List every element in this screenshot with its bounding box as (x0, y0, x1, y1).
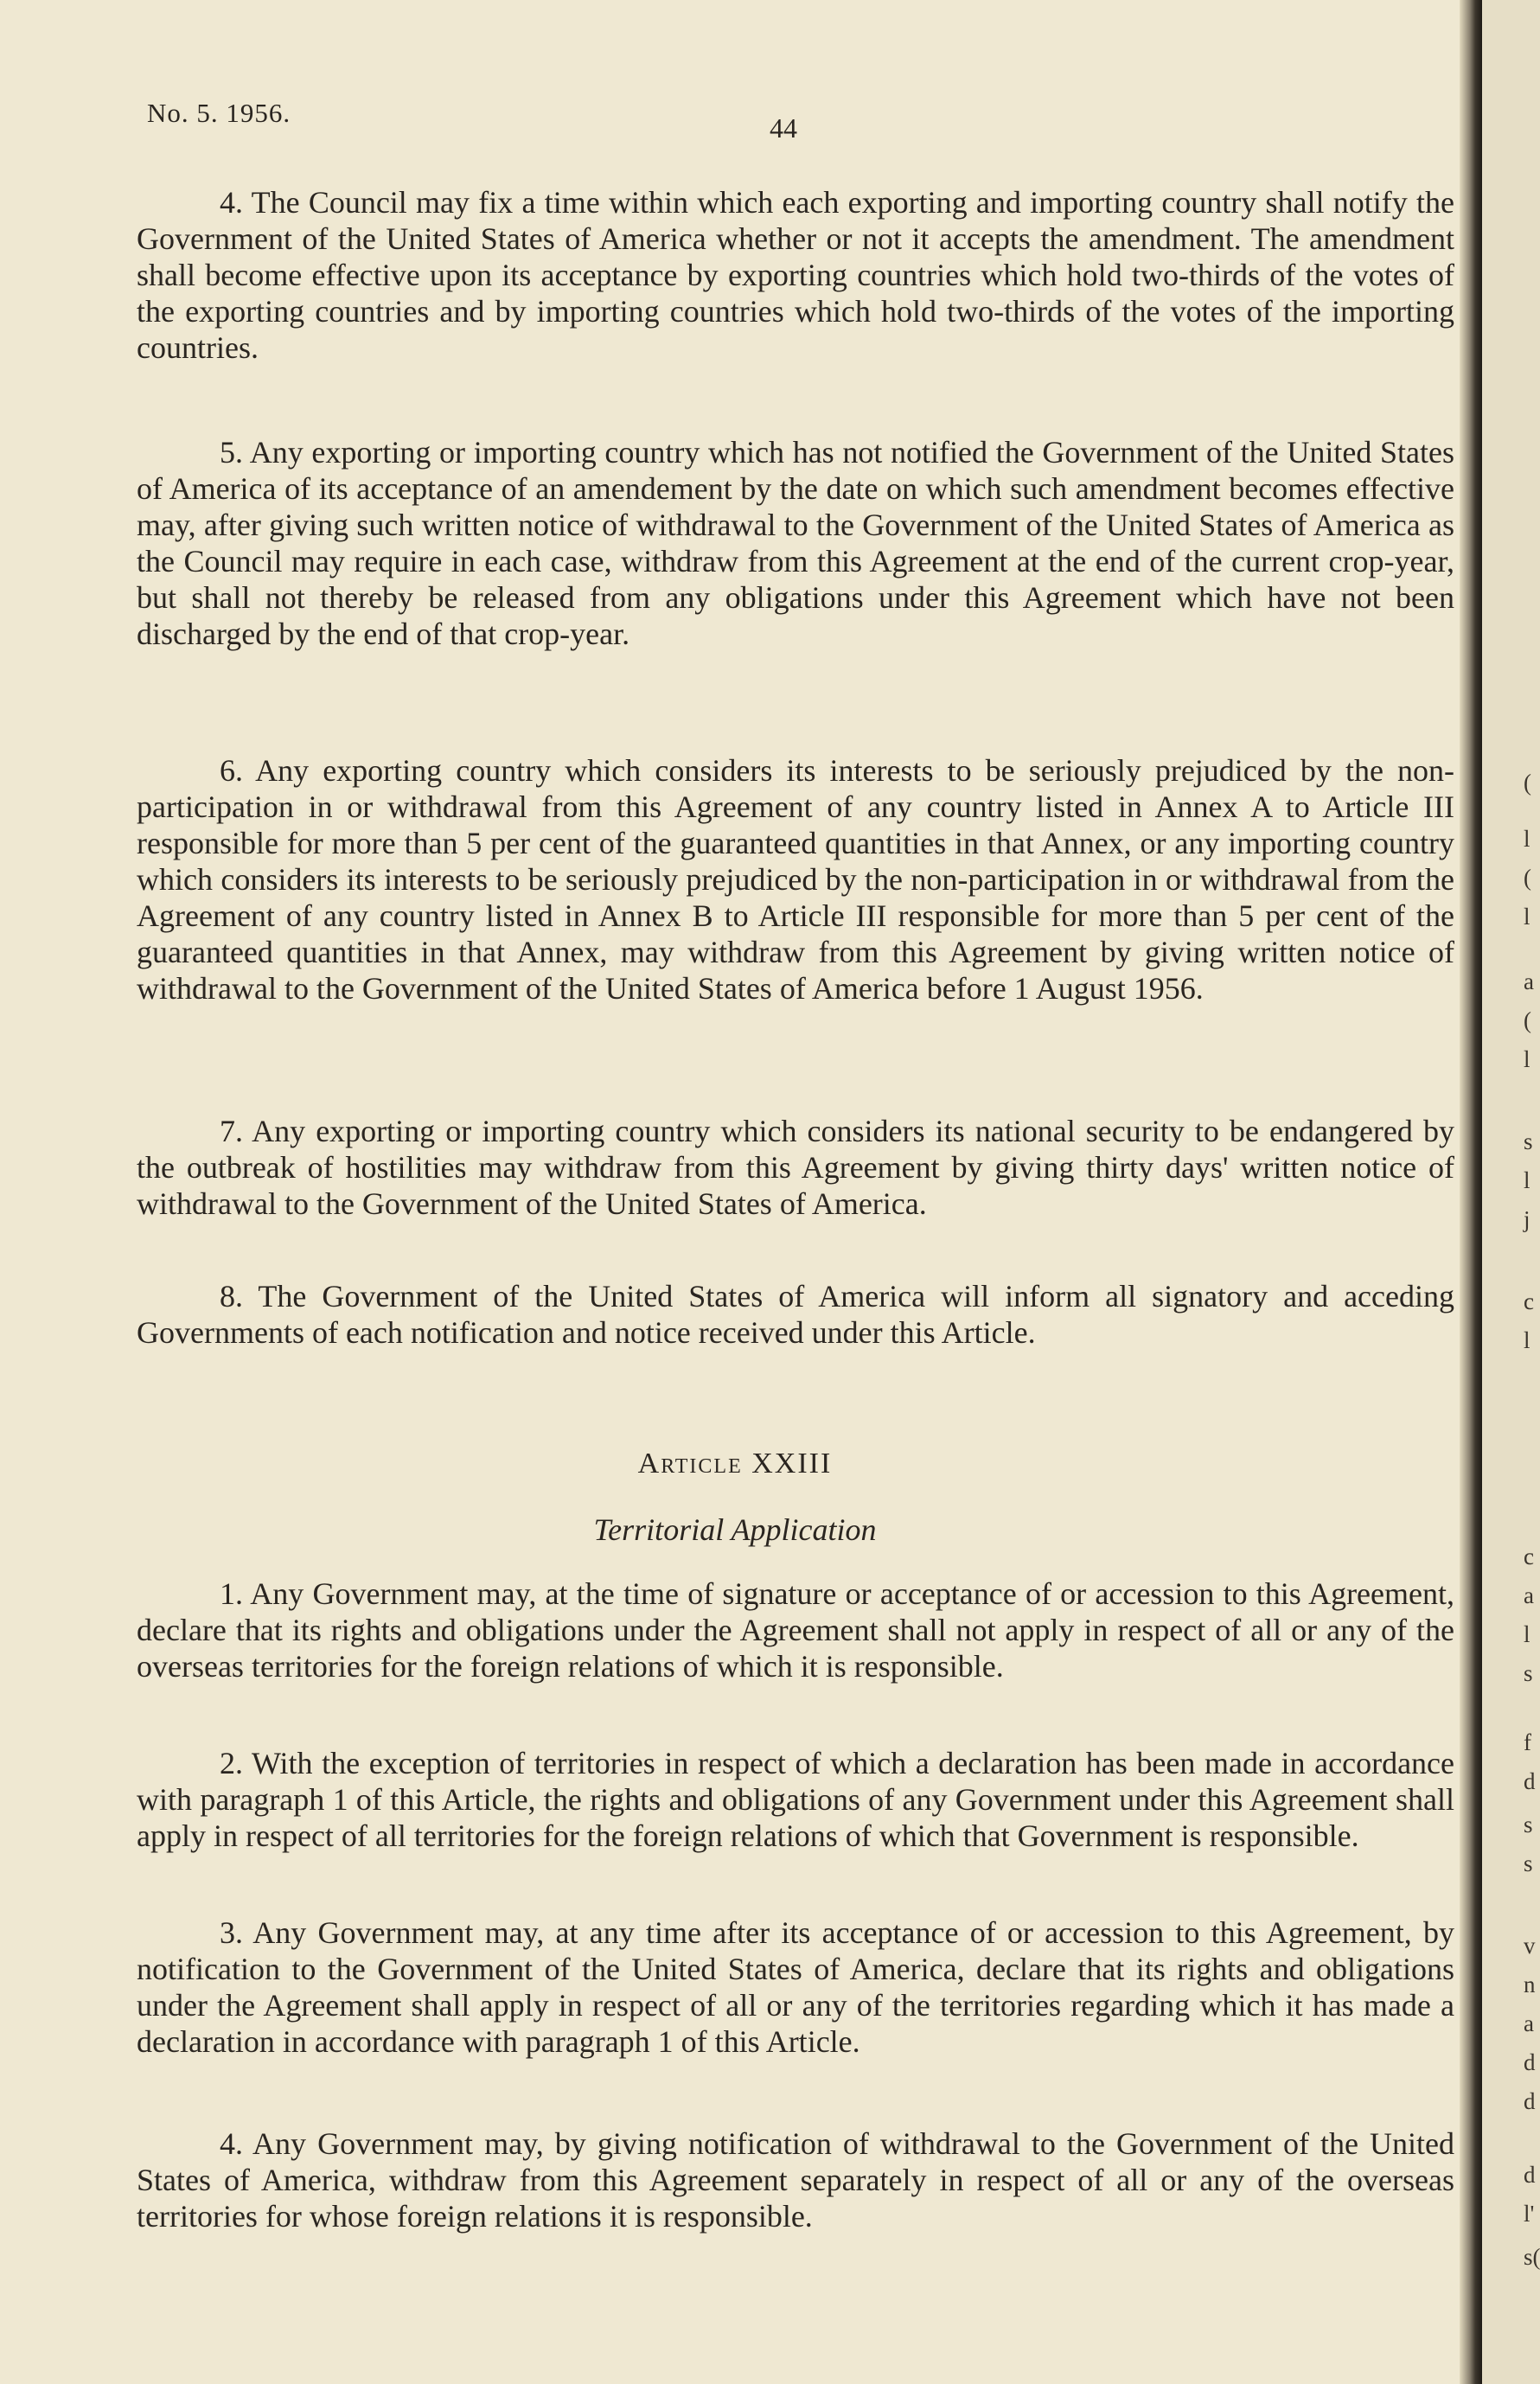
edge-letter: s (1524, 1850, 1533, 1876)
article23-paragraph-2: 2. With the exception of territories in respect of which a declaration has been made in accordance with paragraph 1 of this Article, the rights and obligations of any Government under this Agreement shall apply in respect of all territories for the foreign relations of which that Government is responsible. (137, 1746, 1454, 1853)
page-number: 44 (770, 112, 797, 144)
edge-letter: a (1524, 968, 1534, 994)
edge-letter: d (1524, 2088, 1536, 2114)
edge-letter: l (1524, 1046, 1530, 1072)
edge-letter: l (1524, 904, 1530, 930)
paragraph-6-withdrawal-prejudice: 6. Any exporting country which considers its interests to be seriously prejudiced by the non-participation in or withdrawal from this Agreement of any country listed in Annex A to Article III responsible for more than 5 per cent of the guaranteed quantities in that Annex, or any importing country which considers its interests to be seriously prejudiced by the non-participation in or withdrawal from the Agreement of any country listed in Annex B to Article III responsible for more than 5 per cent of the guaranteed quantities in that Annex, may withdraw from this Agreement by giving written notice of withdrawal to the Government of the United States of America before 1 August 1956. (137, 753, 1454, 1006)
edge-letter: l (1524, 1327, 1530, 1353)
edge-letter: d (1524, 2162, 1536, 2188)
document-reference: No. 5. 1956. (147, 98, 291, 128)
edge-letter: d (1524, 2049, 1536, 2075)
edge-letter: s( (1524, 2244, 1540, 2270)
article-heading: Article XXIII (637, 1448, 833, 1480)
edge-letter: d (1524, 1768, 1536, 1794)
edge-letter: f (1524, 1729, 1531, 1755)
article-subheading: Territorial Application (593, 1512, 877, 1547)
paragraph-4-amendment-acceptance: 4. The Council may fix a time within which each exporting and importing country shall notify the Government of the United States of America whether or not it accepts the amendment. The amendment shall become effective upon its acceptance by exporting countries which hold two-thirds of the votes of the exporting countries and by importing countries which hold two-thirds of the votes of the importing countries. (137, 185, 1454, 365)
adjacent-page-edge (1482, 0, 1540, 2384)
edge-letter: c (1524, 1544, 1534, 1569)
edge-letter: l (1524, 1167, 1530, 1193)
edge-letter: a (1524, 1582, 1534, 1608)
edge-letter: c (1524, 1288, 1534, 1314)
book-gutter-shadow (1460, 0, 1482, 2384)
article23-paragraph-4: 4. Any Government may, by giving notification of withdrawal to the Government of the United States of America, withdraw from this Agreement separately in respect of all or any of the overseas territories for whose foreign relations it is responsible. (137, 2126, 1454, 2234)
edge-letter: a (1524, 2010, 1534, 2036)
edge-letter: l (1524, 1621, 1530, 1647)
edge-letter: ( (1524, 1007, 1531, 1033)
edge-letter: ( (1524, 770, 1531, 796)
edge-letter: ( (1524, 865, 1531, 891)
paragraph-5-withdrawal-on-amendment: 5. Any exporting or importing country which has not notified the Government of the United States of America of its acceptance of an amendement by the date on which such amendment becomes effective may, after giving such written notice of withdrawal to the Government of the United States of America as the Council may require in each case, withdraw from this Agreement at the end of the current crop-year, but shall not thereby be released from any obligations under this Agreement which have not been discharged by the end of that crop-year. (137, 435, 1454, 651)
edge-letter: j (1524, 1206, 1530, 1232)
edge-letter: s (1524, 1812, 1533, 1838)
edge-letter: v (1524, 1933, 1536, 1959)
article23-paragraph-1: 1. Any Government may, at the time of signature or acceptance of or accession to this Agreement, declare that its rights and obligations under the Agreement shall not apply in respect of all or any of the overseas territories for the foreign relations of which it is responsible. (137, 1576, 1454, 1684)
edge-letter: l' (1524, 2201, 1535, 2227)
article23-paragraph-3: 3. Any Government may, at any time after its acceptance of or accession to this Agreement, by notification to the Government of the United States of America, declare that its rights and obligations under the Agreement shall apply in respect of all or any of the territories regarding which it has made a declaration in accordance with paragraph 1 of this Article. (137, 1915, 1454, 2059)
edge-letter: s (1524, 1128, 1533, 1154)
paragraph-8-notification: 8. The Government of the United States of America will inform all signatory and acceding Governments of each notification and notice received under this Article. (137, 1279, 1454, 1350)
edge-letter: l (1524, 826, 1530, 852)
edge-letter: s (1524, 1660, 1533, 1686)
paragraph-7-national-security: 7. Any exporting or importing country which considers its national security to be endangered by the outbreak of hostilities may withdraw from this Agreement by giving thirty days' written notice of withdrawal to the Government of the United States of America. (137, 1114, 1454, 1221)
edge-letter: n (1524, 1972, 1536, 1997)
